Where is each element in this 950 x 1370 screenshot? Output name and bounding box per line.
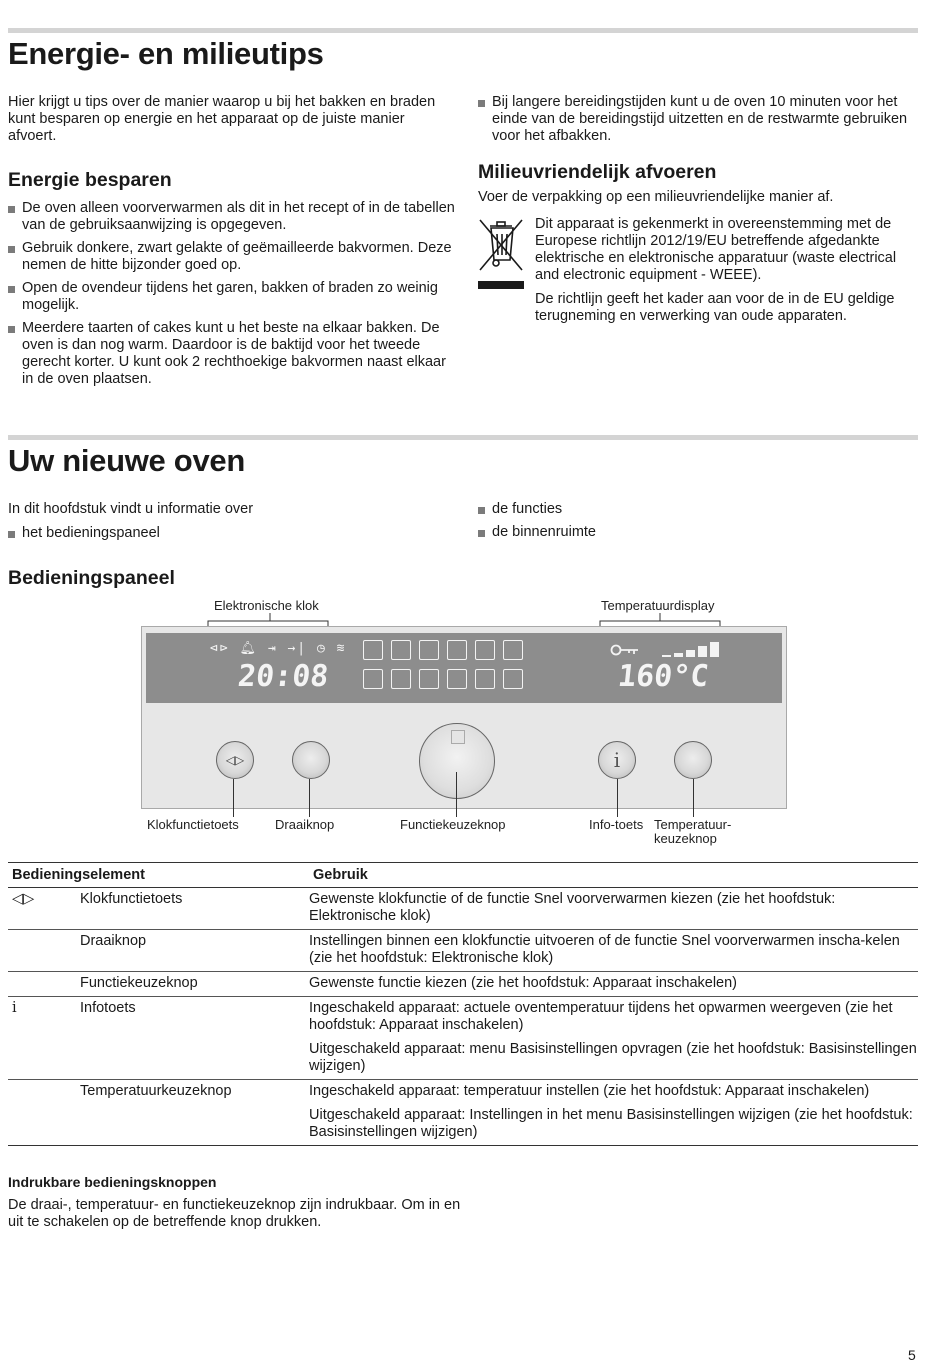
table-row — [8, 997, 918, 1080]
rotary-knob[interactable] — [292, 741, 330, 779]
end-time-icon: →| — [287, 641, 308, 656]
list-item: Bij langere bereidingstijden kunt u de oven 10 minuten voor het einde van de bereidingstijd uitzetten en de restwarmte gebruiken voor het afbakken. — [478, 94, 918, 145]
dispose-intro: Voer de verpakking op een milieuvriendelijke manier af. — [478, 189, 834, 205]
info-key[interactable] — [598, 741, 636, 779]
energy-intro: Hier krijgt u tips over de manier waarop u bij het bakken en braden kunt besparen op energie en het apparaat op de juiste manier afvoert. — [8, 94, 436, 144]
save-list — [8, 200, 458, 394]
label-rotary-knob: Draaiknop — [275, 817, 335, 832]
fan-circular-icon — [363, 669, 383, 689]
dispose-title: Milieuvriendelijk afvoeren — [478, 161, 717, 183]
controls-table — [8, 862, 918, 1146]
list-item: De oven alleen voorverwarmen als dit in het recept of in de tabellen van de gebruiksaanwijzing is opgegeven. — [8, 200, 458, 234]
row-use: Instellingen binnen een klokfunctie uitvoeren of de functie Snel voorverwarmen inscha-kelen (zie het hoofdstuk: Elektronische klok) — [309, 930, 918, 972]
fan-icon — [363, 640, 383, 660]
row-symbol — [8, 972, 80, 997]
page-number: 5 — [908, 1347, 916, 1363]
display-screen — [146, 633, 782, 703]
row-symbol: ◁▷ — [8, 888, 80, 930]
row-use-cell — [309, 1080, 918, 1146]
list-item: het bedieningspaneel — [8, 525, 448, 542]
temperature-selector-knob[interactable] — [674, 741, 712, 779]
panel-title: Bedieningspaneel — [8, 567, 175, 589]
clock-icon: ◷ — [316, 641, 327, 656]
fan-grill-icon — [447, 640, 467, 660]
clock-function-symbols — [210, 640, 346, 657]
table-row — [8, 930, 918, 972]
row-use: Ingeschakeld apparaat: actuele oventemperatuur tijdens het opwarmen weergeven (zie het hoofdstuk: Apparaat inschakelen) — [309, 1000, 893, 1033]
list-item: de functies — [478, 501, 918, 518]
key-heat-indicator — [608, 641, 720, 659]
save-title: Energie besparen — [8, 169, 172, 191]
row-use: Ingeschakeld apparaat: temperatuur instellen (zie het hoofdstuk: Apparaat inschakelen) — [309, 1083, 870, 1099]
grill-small-icon — [419, 669, 439, 689]
row-use-cell — [309, 997, 918, 1080]
row-symbol — [8, 1080, 80, 1146]
info-icon: i — [613, 747, 621, 772]
weee-text-2: De richtlijn geeft het kader aan voor de in de EU geldige terugneming en verwerking van oude apparaten. — [535, 291, 895, 324]
control-panel — [141, 626, 787, 809]
weee-text: Dit apparaat is gekenmerkt in overeenstemming met de Europese richtlijn 2012/19/EU betreffende afgedankte elektrische en elektronische apparatuur (waste electrical and electronic equipment - WEEE). — [535, 216, 897, 283]
row-use: Gewenste klokfunctie of de functie Snel voorverwarmen kiezen (zie het hoofdstuk: Elektronische klok) — [309, 888, 918, 930]
list-item: Open de ovendeur tijdens het garen, bakken of braden zo weinig mogelijk. — [8, 280, 458, 314]
label-info-key: Info-toets — [589, 817, 644, 832]
push-text: De draai-, temperatuur- en functiekeuzeknop zijn indrukbaar. Om in en uit te schakelen op de betreffende knop drukken. — [8, 1197, 461, 1230]
table-header-row — [8, 863, 918, 888]
clock-key-icon: ◁▷ — [225, 752, 245, 767]
leader-line — [456, 772, 457, 817]
row-name: Draaiknop — [80, 930, 309, 972]
list-item: Meerdere taarten of cakes kunt u het beste na elkaar bakken. De oven is dan nog warm. Daardoor is de baktijd voor het tweede gerecht korter. U kunt ook 2 rechthoekige bakvormen naast elkaar in de oven plaatsen. — [8, 320, 458, 388]
light-icon — [503, 669, 523, 689]
push-title: Indrukbare bedieningsknoppen — [8, 1174, 217, 1190]
leader-line — [617, 779, 618, 817]
time-display: 20:08 — [236, 659, 331, 694]
row-symbol: i — [8, 997, 80, 1080]
section-rule — [8, 28, 918, 33]
row-name: Klokfunctietoets — [80, 888, 309, 930]
clock-key-icon: ⊲⊳ — [210, 641, 230, 656]
list-item: de binnenruimte — [478, 524, 918, 541]
oven-intro: In dit hoofdstuk vindt u informatie over — [8, 501, 254, 517]
label-temperature-display: Temperatuurdisplay — [601, 598, 715, 613]
row-use: Uitgeschakeld apparaat: menu Basisinstellingen opvragen (zie het hoofdstuk: Basisinstellingen wijzigen) — [309, 1041, 917, 1074]
duration-icon: ⇥ — [267, 641, 278, 656]
page-title: Energie- en milieutips — [8, 36, 324, 71]
table-header-element: Bedieningselement — [8, 863, 309, 888]
list-item: Gebruik donkere, zwart gelakte of geëmailleerde bakvormen. Deze nemen de hitte bijzonder goed op. — [8, 240, 458, 274]
quick-heat-icon: ≋ — [336, 641, 347, 656]
table-row — [8, 1080, 918, 1146]
defrost-icon — [475, 669, 495, 689]
bell-icon: 🔔︎ — [239, 641, 258, 656]
label-temperature-selector: Temperatuur- keuzeknop — [654, 817, 732, 846]
row-symbol — [8, 930, 80, 972]
section-rule — [8, 435, 918, 440]
fan-eco-icon — [391, 640, 411, 660]
function-selector-knob[interactable] — [419, 723, 495, 799]
row-name: Temperatuurkeuzeknop — [80, 1080, 309, 1146]
knob-marker — [451, 730, 465, 744]
energy-right-list — [478, 94, 918, 151]
leader-line — [233, 779, 234, 817]
row-use: Gewenste functie kiezen (zie het hoofdstuk: Apparaat inschakelen) — [309, 972, 918, 997]
oven-list-left — [8, 525, 448, 548]
table-header-use: Gebruik — [309, 863, 918, 888]
temperature-display: 160°C — [616, 659, 711, 694]
intensive-heat-icon — [447, 669, 467, 689]
row-name: Infotoets — [80, 997, 309, 1080]
top-bottom-heat-icon — [419, 640, 439, 660]
row-use: Uitgeschakeld apparaat: Instellingen in het menu Basisinstellingen wijzigen (zie het hoofdstuk: Basisinstellingen wijzigen) — [309, 1107, 913, 1140]
label-function-selector: Functiekeuzeknop — [400, 817, 506, 832]
label-electronic-clock: Elektronische klok — [214, 598, 319, 613]
table-row — [8, 888, 918, 930]
leader-line — [309, 779, 310, 817]
oven-list-right — [478, 501, 918, 547]
row-name: Functiekeuzeknop — [80, 972, 309, 997]
leader-line — [693, 779, 694, 817]
grill-wide-icon — [391, 669, 411, 689]
clock-function-key[interactable] — [216, 741, 254, 779]
pizza-icon — [475, 640, 495, 660]
section-title: Uw nieuwe oven — [8, 443, 245, 478]
label-clock-function-key: Klokfunctietoets — [147, 817, 239, 832]
table-row — [8, 972, 918, 997]
bottom-heat-icon — [503, 640, 523, 660]
crossed-out-wheelie-bin-icon — [478, 218, 524, 290]
